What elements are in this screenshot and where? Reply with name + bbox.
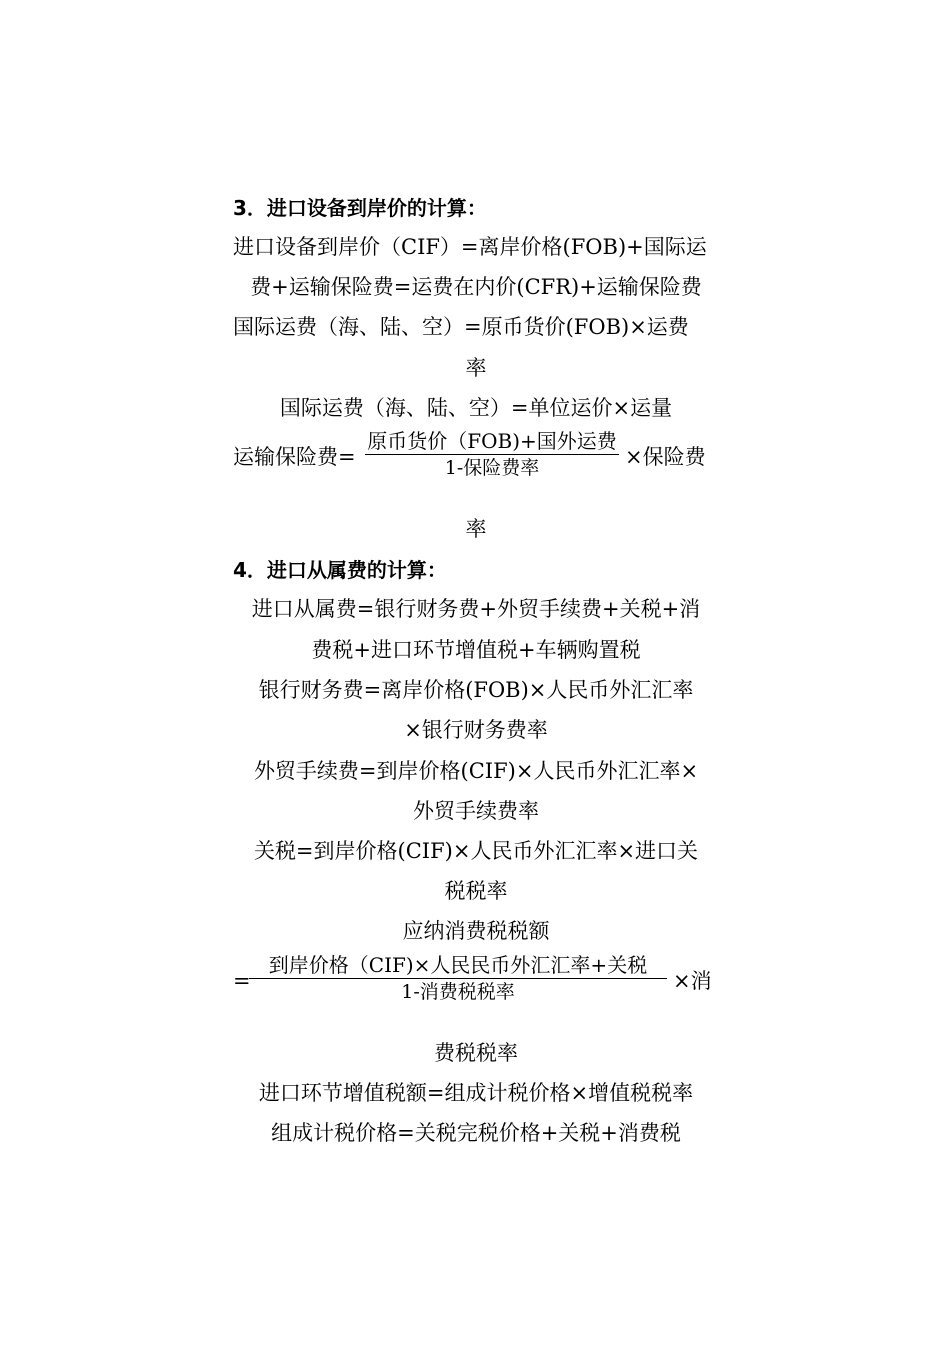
text-line: 组成计税价格=关税完税价格+关税+消费税 [271,1121,681,1145]
text-line: 率 [465,356,487,380]
text-line: ×银行财务费率 [404,718,548,742]
fraction-denominator: 1-消费税税率 [401,981,515,1003]
consumption-tax-formula [233,953,719,1026]
fraction [249,952,667,1005]
text-line: 费税+进口环节增值税+车辆购置税 [311,638,641,662]
text-line: 国际运费（海、陆、空）=单位运价×运量 [279,396,673,420]
fraction-numerator: 原币货价（FOB)+国外运费 [365,428,619,455]
text-line: 费+运输保险费=运费在内价(CFR)+运输保险费 [250,275,702,299]
formula-suffix: ×消 [673,969,712,993]
formula-prefix: = [233,969,251,993]
section-4-heading: 4．进口从属费的计算： [233,558,447,582]
text-line: 税税率 [444,879,508,903]
text-line: 进口环节增值税额=组成计税价格×增值税税率 [258,1081,694,1105]
fraction [365,428,619,481]
insurance-formula [233,429,719,502]
text-line: 进口设备到岸价（CIF）=离岸价格(FOB)+国际运 [233,235,707,259]
text-line: 国际运费（海、陆、空）=原币货价(FOB)×运费 [233,315,689,339]
text-line: 外贸手续费=到岸价格(CIF)×人民币外汇汇率× [253,759,699,783]
text-line: 率 [465,517,487,541]
formula-prefix: 运输保险费= [233,445,356,469]
text-line: 进口从属费=银行财务费+外贸手续费+关税+消 [251,597,701,621]
section-3-heading: 3．进口设备到岸价的计算： [233,196,487,220]
fraction-numerator: 到岸价格（CIF)×人民民币外汇汇率+关税 [249,952,667,979]
text-line: 外贸手续费率 [413,799,539,823]
text-line: 关税=到岸价格(CIF)×人民币外汇汇率×进口关 [253,839,699,863]
formula-suffix: ×保险费 [625,445,706,469]
text-line: 银行财务费=离岸价格(FOB)×人民币外汇汇率 [258,678,694,702]
text-line: 应纳消费税税额 [402,919,550,943]
fraction-denominator: 1-保险费率 [444,457,540,479]
text-line: 费税税率 [434,1041,518,1065]
